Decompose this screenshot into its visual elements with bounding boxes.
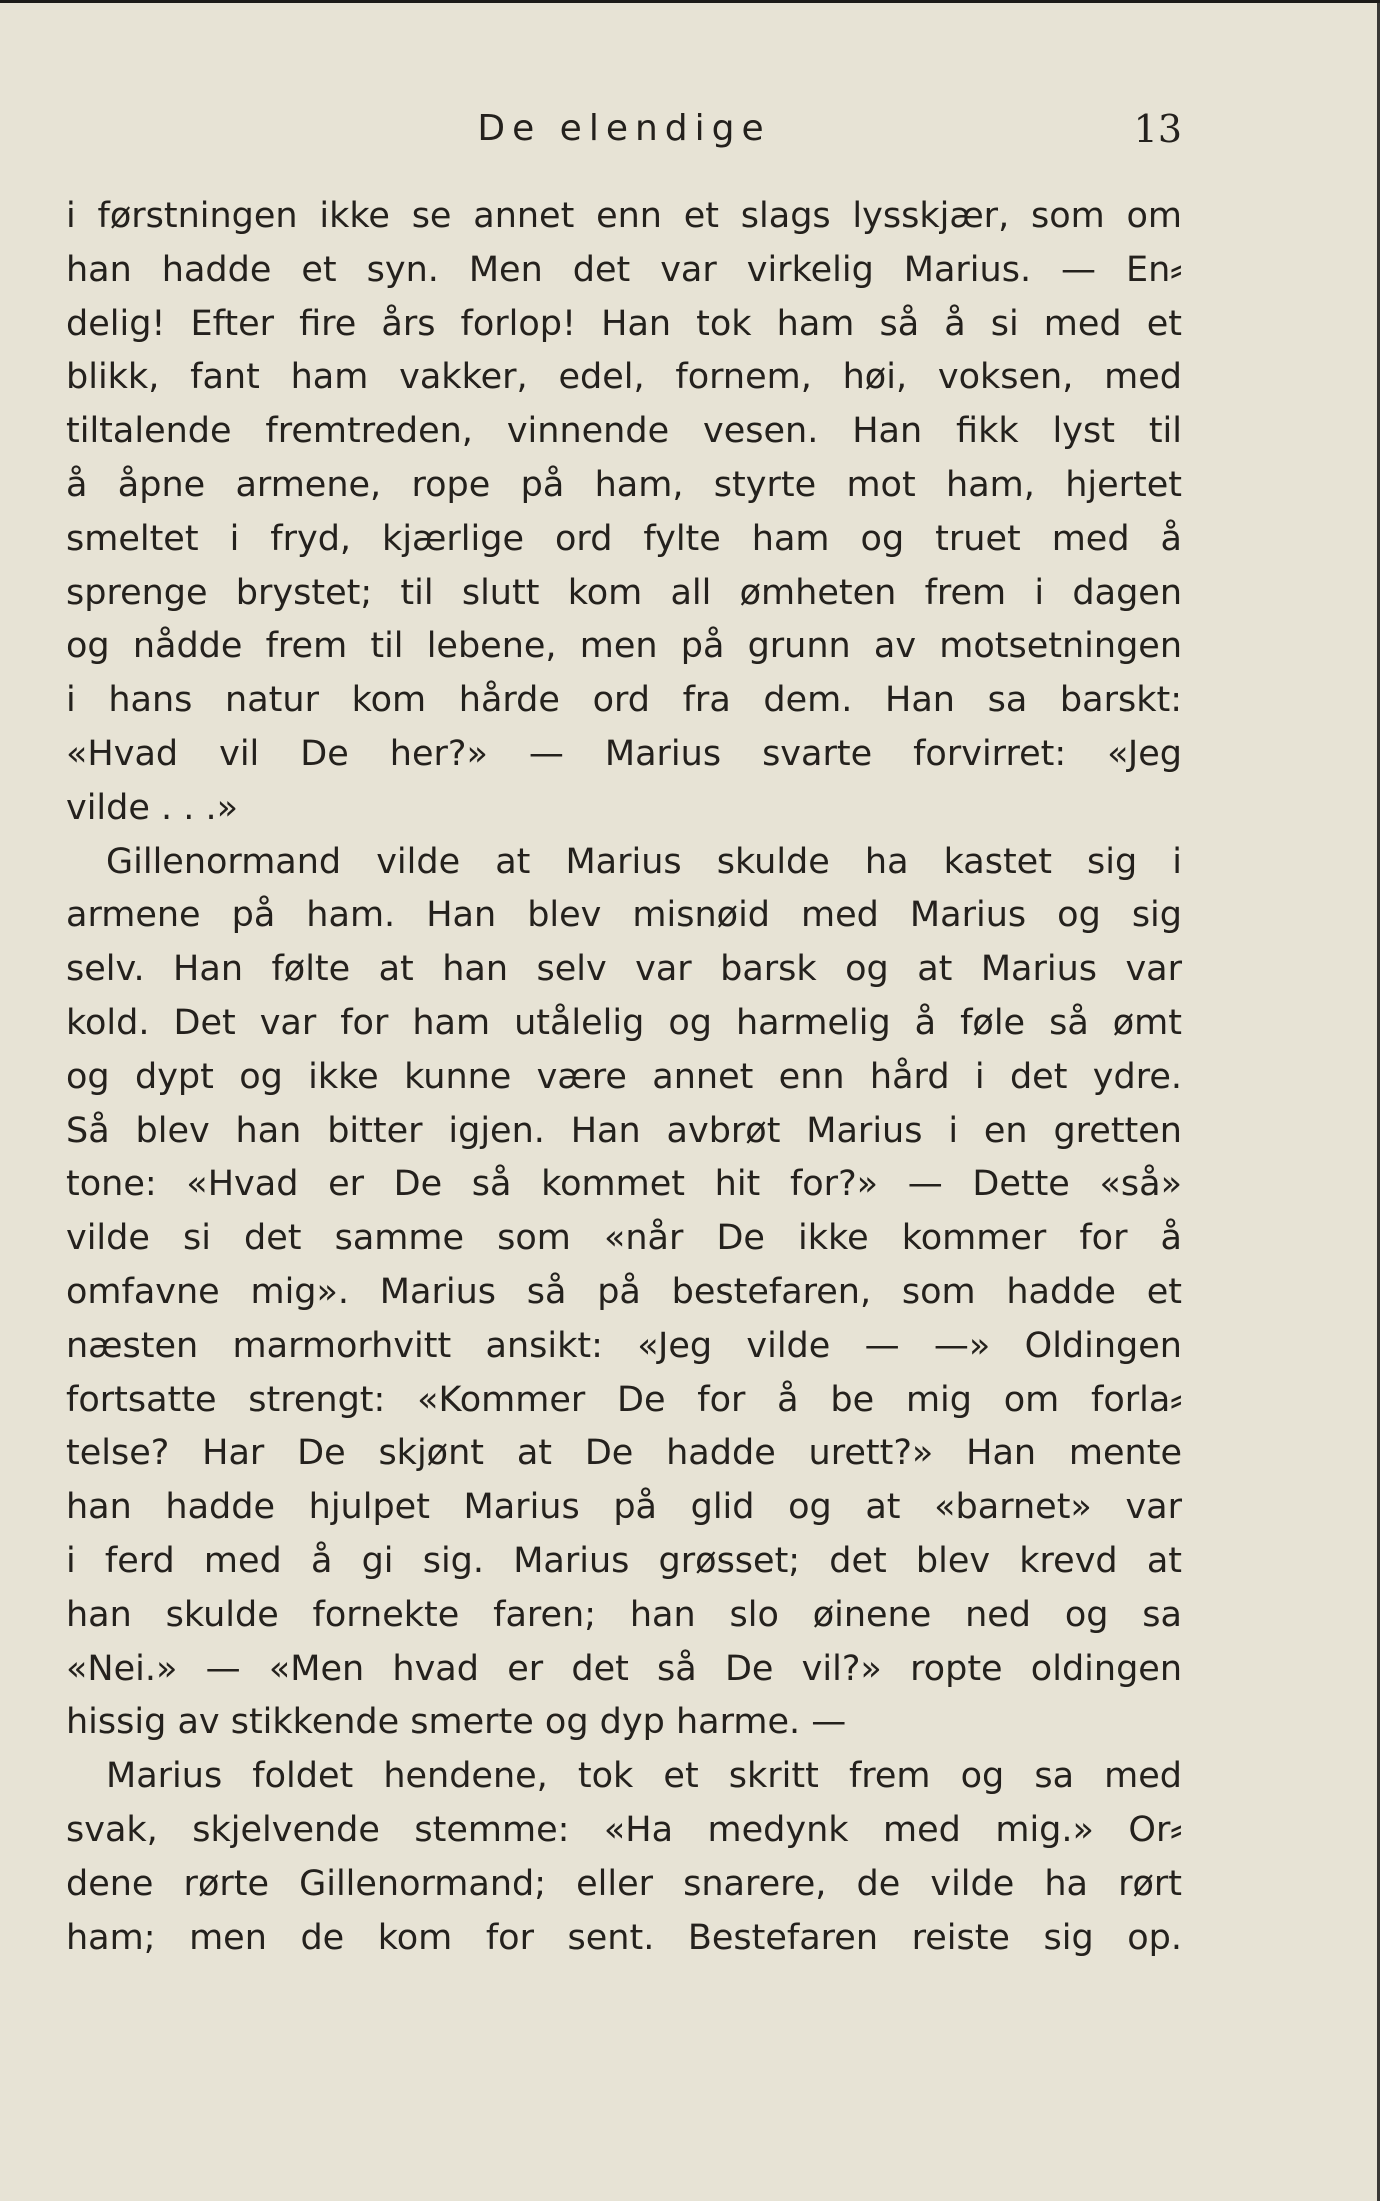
text-line: Gillenormand vilde at Marius skulde ha kastet sig i — [106, 841, 1182, 882]
text-line: næsten marmorhvitt ansikt: «Jeg vilde — —» Oldingen — [66, 1325, 1182, 1366]
text-line: blikk, fant ham vakker, edel, fornem, høi, voksen, med — [66, 357, 1182, 398]
text-line: vilde . . .» — [66, 787, 239, 828]
text-line: tone: «Hvad er De så kommet hit for?» — Dette «så» — [66, 1164, 1182, 1205]
text-line: smeltet i fryd, kjærlige ord fylte ham og truet med å — [66, 518, 1182, 559]
text-line: omfavne mig». Marius så på bestefaren, som hadde et — [66, 1271, 1182, 1312]
text-line: telse? Har De skjønt at De hadde urett?» Han mente — [66, 1433, 1182, 1474]
text-line: kold. Det var for ham utålelig og harmelig å føle så ømt — [66, 1002, 1182, 1043]
text-line: «Nei.» — «Men hvad er det så De vil?» ropte oldingen — [66, 1648, 1182, 1689]
text-line: og dypt og ikke kunne være annet enn hård i det ydre. — [66, 1056, 1182, 1097]
text-line: i ferd med å gi sig. Marius grøsset; det blev krevd at — [66, 1540, 1182, 1581]
text-line: dene rørte Gillenormand; eller snarere, de vilde ha rørt — [66, 1863, 1182, 1904]
text-line: sprenge brystet; til slutt kom all ømheten frem i dagen — [66, 572, 1182, 613]
text-line: han hadde hjulpet Marius på glid og at «barnet» var — [66, 1487, 1182, 1528]
text-line: svak, skjelvende stemme: «Ha medynk med mig.» Or⸗ — [66, 1809, 1182, 1850]
text-line: armene på ham. Han blev misnøid med Marius og sig — [66, 895, 1182, 936]
text-line: i hans natur kom hårde ord fra dem. Han sa barskt: — [66, 680, 1182, 721]
text-line: tiltalende fremtreden, vinnende vesen. Han fikk lyst til — [66, 411, 1182, 452]
page-number: 13 — [1133, 107, 1182, 151]
text-line: hissig av stikkende smerte og dyp harme. — — [66, 1702, 847, 1743]
text-line: å åpne armene, rope på ham, styrte mot ham, hjertet — [66, 464, 1182, 505]
text-line: vilde si det samme som «når De ikke kommer for å — [66, 1218, 1182, 1259]
text-line: ham; men de kom for sent. Bestefaren reiste sig op. — [66, 1917, 1182, 1958]
text-line: delig! Efter fire års forlop! Han tok ham så å si med et — [66, 303, 1182, 344]
page-header — [66, 104, 1182, 154]
text-line: han skulde fornekte faren; han slo øinene ned og sa — [66, 1594, 1182, 1635]
text-line: Marius foldet hendene, tok et skritt frem og sa med — [106, 1756, 1182, 1797]
text-line: selv. Han følte at han selv var barsk og at Marius var — [66, 949, 1182, 990]
body-text — [66, 190, 1182, 1965]
text-line: og nådde frem til lebene, men på grunn av motsetningen — [66, 626, 1182, 667]
text-line: han hadde et syn. Men det var virkelig Marius. — En⸗ — [66, 249, 1182, 290]
text-line: i førstningen ikke se annet enn et slags lysskjær, som om — [66, 196, 1182, 236]
text-line: «Hvad vil De her?» — Marius svarte forvirret: «Jeg — [66, 733, 1182, 774]
running-title: De elendige — [477, 108, 771, 149]
text-line: Så blev han bitter igjen. Han avbrøt Marius i en gretten — [66, 1110, 1182, 1151]
text-line: fortsatte strengt: «Kommer De for å be mig om forla⸗ — [66, 1379, 1182, 1420]
